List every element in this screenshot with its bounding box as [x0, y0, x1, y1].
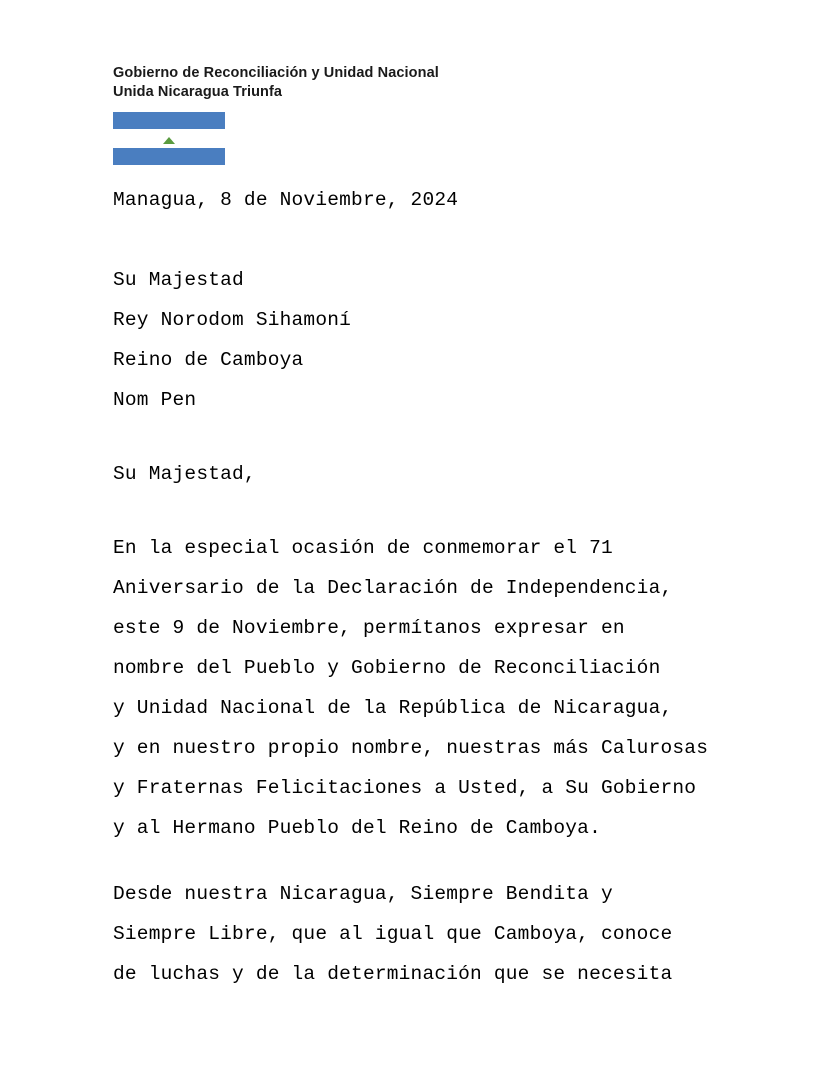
letterhead — [113, 64, 753, 102]
letterhead-line-1: Gobierno de Reconciliación y Unidad Nacional — [113, 65, 439, 81]
addressee-line-4: Nom Pen — [113, 389, 197, 411]
spacer — [113, 420, 725, 454]
paragraph-1-line-3: este 9 de Noviembre, permítanos expresar en — [113, 617, 625, 639]
flag-emblem-icon — [159, 133, 179, 145]
letterhead-line-2: Unida Nicaragua Triunfa — [113, 84, 283, 100]
paragraph-2-line-3: de luchas y de la determinación que se necesita — [113, 963, 673, 985]
paragraph-1-line-8: y al Hermano Pueblo del Reino de Camboya. — [113, 817, 601, 839]
spacer — [113, 494, 725, 528]
paragraph-1-line-4: nombre del Pueblo y Gobierno de Reconciliación — [113, 657, 661, 679]
nicaragua-flag-icon — [113, 112, 225, 165]
letter-paragraph-1 — [113, 528, 725, 848]
paragraph-1-line-7: y Fraternas Felicitaciones a Usted, a Su Gobierno — [113, 777, 697, 799]
letter-body — [113, 180, 725, 994]
paragraph-1-line-5: y Unidad Nacional de la República de Nicaragua, — [113, 697, 673, 719]
paragraph-2-line-2: Siempre Libre, que al igual que Camboya, conoce — [113, 923, 673, 945]
addressee-line-2: Rey Norodom Sihamoní — [113, 309, 352, 331]
letter-paragraph-2 — [113, 874, 725, 994]
paragraph-1-line-2: Aniversario de la Declaración de Independencia, — [113, 577, 673, 599]
paragraph-1-line-6: y en nuestro propio nombre, nuestras más Calurosas — [113, 737, 709, 759]
flag-stripe-top — [113, 112, 225, 129]
flag-emblem-triangle-inner — [163, 137, 175, 144]
spacer — [113, 848, 725, 874]
letter-salutation: Su Majestad, — [113, 463, 256, 485]
letter-dateline: Managua, 8 de Noviembre, 2024 — [113, 189, 459, 211]
letter-addressee — [113, 260, 725, 420]
paragraph-2-line-1: Desde nuestra Nicaragua, Siempre Bendita y — [113, 883, 613, 905]
flag-stripe-bottom — [113, 148, 225, 165]
paragraph-1-line-1: En la especial ocasión de conmemorar el 71 — [113, 537, 613, 559]
addressee-line-1: Su Majestad — [113, 269, 244, 291]
spacer — [113, 220, 725, 260]
addressee-line-3: Reino de Camboya — [113, 349, 304, 371]
